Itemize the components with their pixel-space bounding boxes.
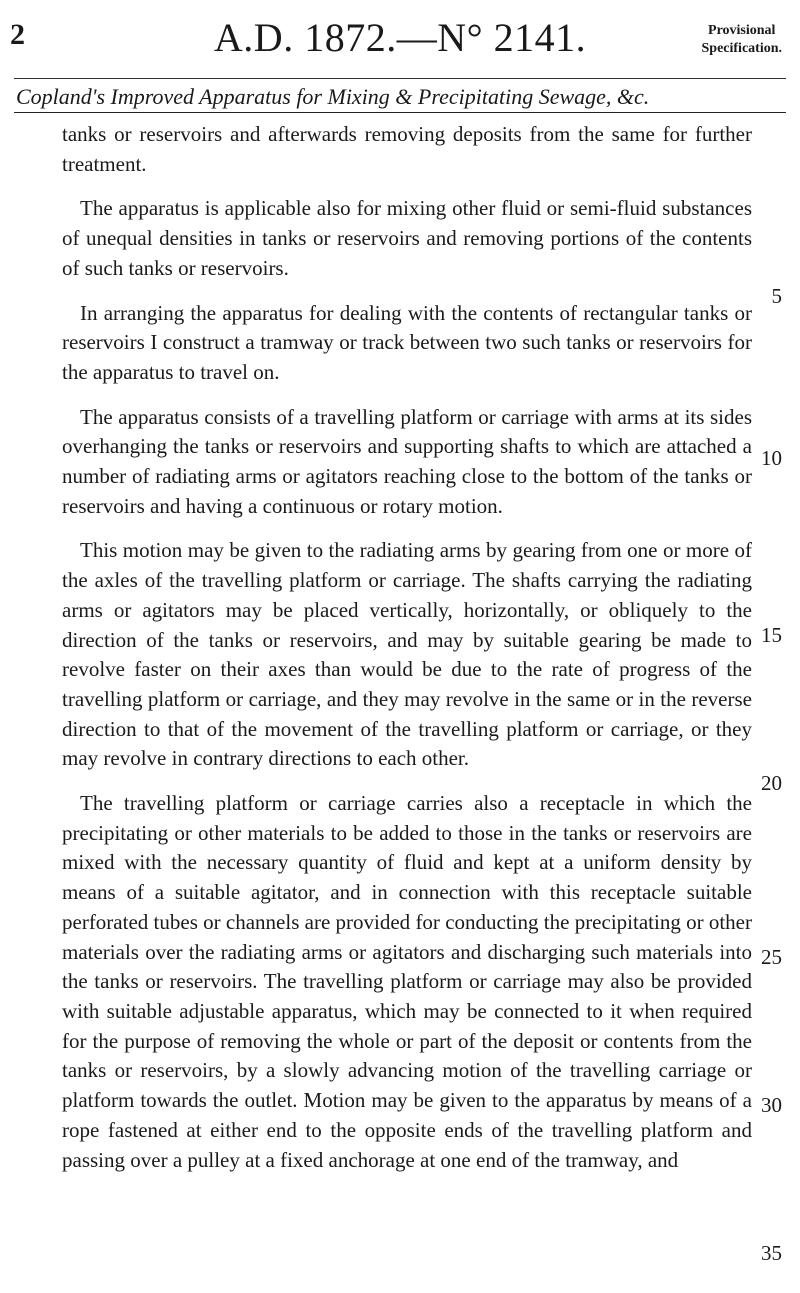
- line-number-15: 15: [761, 623, 782, 647]
- line-number-35: 35: [761, 1241, 782, 1265]
- line-number-30: 30: [761, 1093, 782, 1117]
- specification-tag-line2: Specification.: [701, 41, 782, 56]
- specification-tag: [702, 22, 783, 58]
- line-number-5: 5: [771, 284, 782, 308]
- paragraph-3: In arranging the apparatus for dealing with the contents of rectangular tanks or reservoirs I construct a tramway or track between two such tanks or reservoirs for the apparatus to travel on.: [62, 300, 752, 384]
- header-rule-top: [14, 78, 786, 79]
- running-head: Copland's Improved Apparatus for Mixing & Precipitating Sewage, &c.: [16, 84, 650, 109]
- body-text: [62, 120, 752, 1190]
- paragraph-5: This motion may be given to the radiating arms by gearing from one or more of the axles of the travelling platform or carriage. The shafts carrying the radiating arms or agitators may be placed vertically, horizontally, or obliquely to the direction of the tanks or reservoirs, and may by suitable gearing be made to revolve faster on their axes than would be due to the rate of progress of the travelling platform or carriage, and they may revolve in the same or in the reverse direction to that of the movement of the travelling platform or carriage, or they may revolve in contrary directions to each other.: [62, 538, 752, 771]
- header-rule-bottom: [14, 112, 786, 113]
- paragraph-4: The apparatus consists of a travelling platform or carriage with arms at its sides overhanging the tanks or reservoirs and supporting shafts to which are attached a number of radiating arms or agitators reaching close to the bottom of the tanks or reservoirs and having a continuous or rotary motion.: [62, 404, 752, 518]
- specification-tag-line1: Provisional: [708, 23, 776, 38]
- line-number-25: 25: [761, 945, 782, 969]
- line-number-10: 10: [761, 446, 782, 470]
- paragraph-2: The apparatus is applicable also for mixing other fluid or semi-fluid substances of unequal densities in tanks or reservoirs and removing portions of the contents of such tanks or reservoirs.: [62, 196, 752, 280]
- paragraph-1: tanks or reservoirs and afterwards removing deposits from the same for further treatment.: [62, 122, 752, 176]
- page-title: A.D. 1872.—N° 2141.: [213, 15, 587, 60]
- paragraph-6: The travelling platform or carriage carries also a receptacle in which the precipitating or other materials to be added to those in the tanks or reservoirs are mixed with the necessary quantity of fluid and kept at a uniform density by means of a suitable agitator, and in connection with this receptacle suitable perforated tubes or channels are provided for conducting the precipitating or other materials over the radiating arms or agitators and discharging such materials into the tanks or reservoirs. The travelling platform or carriage may also be provided with suitable adjustable apparatus, which may be connected to it when required for the purpose of removing the whole or part of the deposit or contents from the tanks or reservoirs, by a slowly advancing motion of the travelling carriage or platform towards the outlet. Motion may be given to the apparatus by means of a rope fastened at either end to the opposite ends of the travelling platform and passing over a pulley at a fixed anchorage at one end of the tramway, and: [62, 791, 752, 1172]
- page-number: 2: [10, 18, 25, 51]
- line-number-20: 20: [761, 771, 782, 795]
